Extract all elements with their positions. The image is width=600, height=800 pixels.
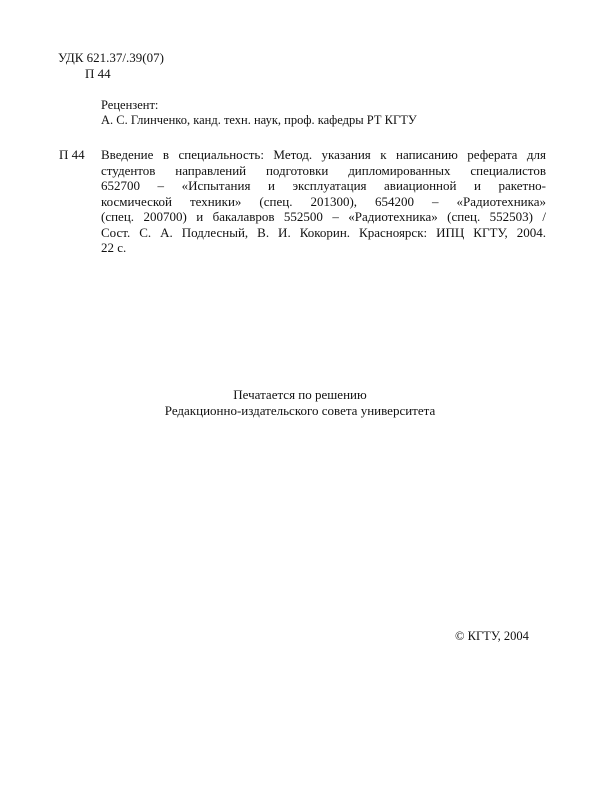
catalog-entry-code: П 44 <box>59 147 85 162</box>
reviewer-details: А. С. Глинченко, канд. техн. наук, проф. кафедры РТ КГТУ <box>101 113 417 127</box>
publication-note-line-1: Печатается по решению <box>233 387 367 402</box>
catalog-entry-line: Введение в специальность: Метод. указания к написанию реферата для <box>101 147 546 162</box>
author-sign-code: П 44 <box>85 66 111 81</box>
catalog-entry-line: студентов направлений подготовки дипломированных специалистов <box>101 162 546 178</box>
catalog-entry-line: Сост. С. А. Подлесный, В. И. Кокорин. Красноярск: ИПЦ КГТУ, 2004. <box>101 224 546 240</box>
catalog-entry-line: 652700 – «Испытания и эксплуатация авиационной и ракетно- <box>101 178 546 193</box>
catalog-entry-line: 22 с. <box>101 240 127 255</box>
copyright-notice: © КГТУ, 2004 <box>455 629 529 643</box>
catalog-entry-line: космической техники» (спец. 201300), 654200 – «Радиотехника» <box>101 193 546 209</box>
catalog-entry-line: (спец. 200700) и бакалавров 552500 – «Радиотехника» (спец. 552503) / <box>101 209 546 224</box>
catalog-entry-text <box>101 147 546 256</box>
publication-note-line-2: Редакционно-издательского совета университета <box>164 403 436 418</box>
udk-classification: УДК 621.37/.39(07) <box>58 50 164 65</box>
reviewer-label: Рецензент: <box>101 98 159 112</box>
